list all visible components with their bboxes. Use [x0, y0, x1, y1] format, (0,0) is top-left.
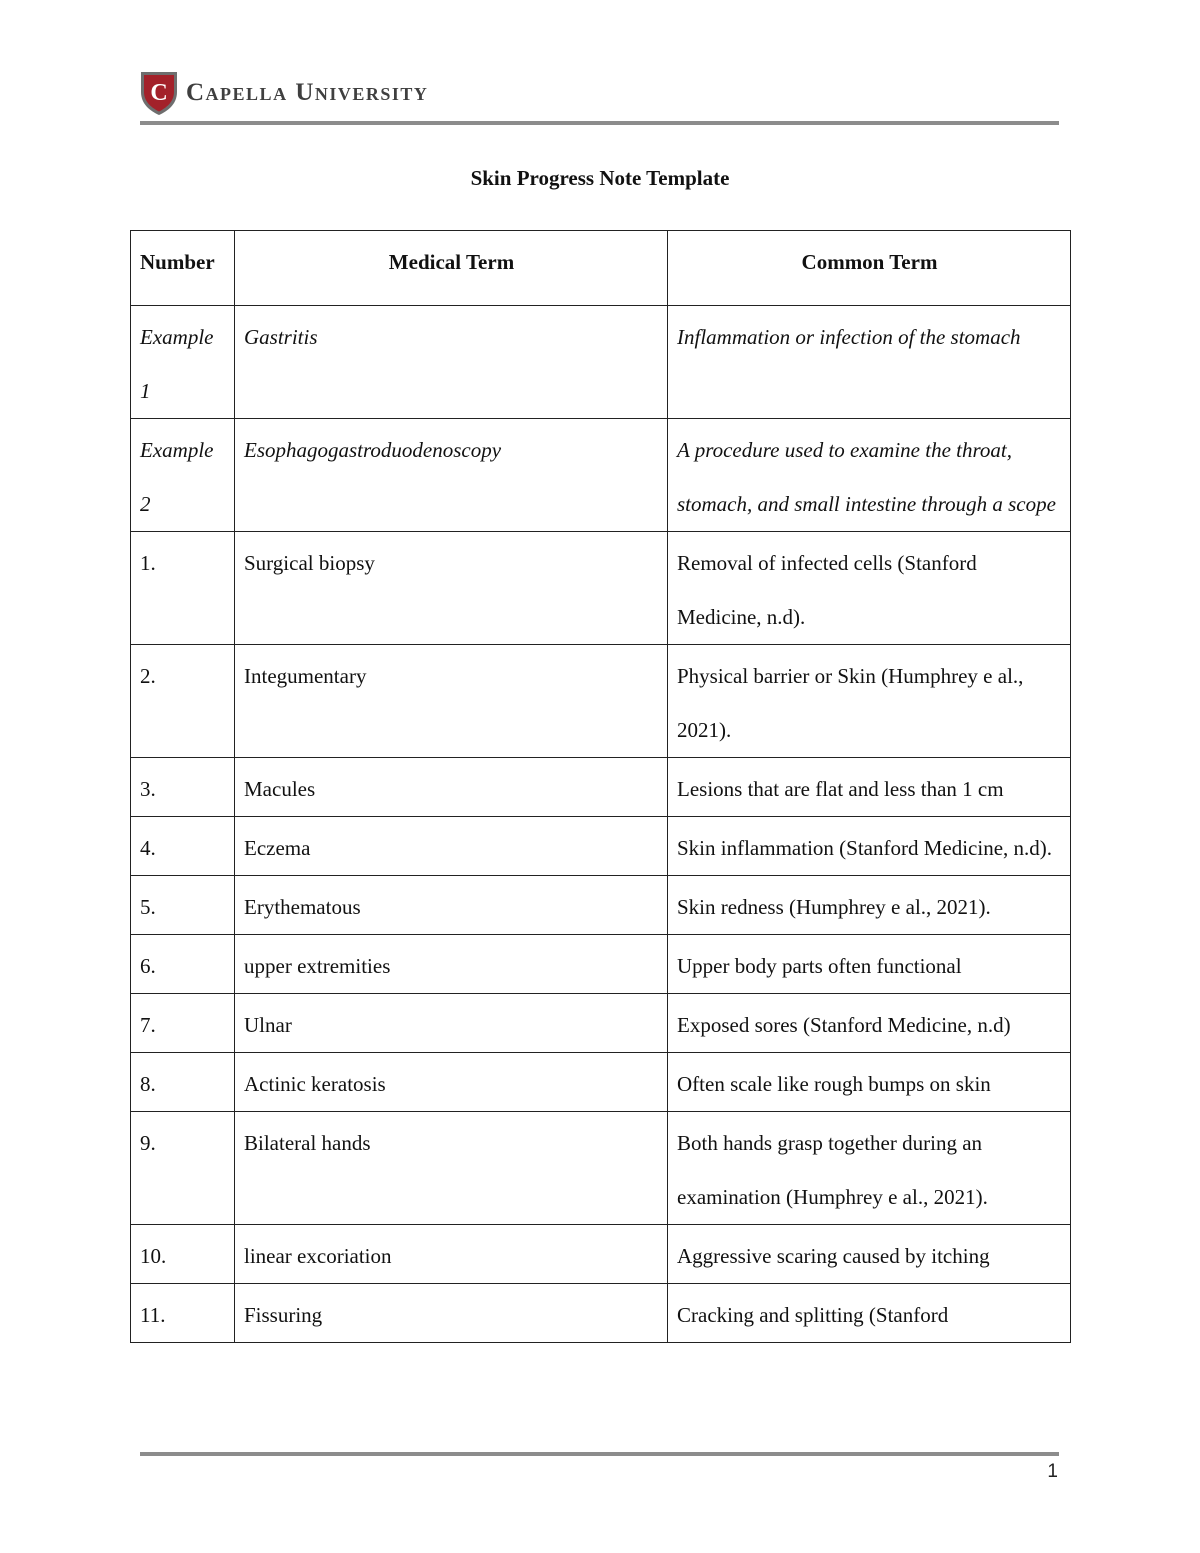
- table-row: [131, 532, 1071, 645]
- cell-medical-term: Ulnar: [235, 994, 668, 1053]
- cell-number: 9.: [131, 1112, 235, 1225]
- cell-common-term: Skin inflammation (Stanford Medicine, n.d).: [668, 817, 1071, 876]
- cell-common-term: Aggressive scaring caused by itching: [668, 1225, 1071, 1284]
- table-row: [131, 1225, 1071, 1284]
- cell-common-term: Lesions that are flat and less than 1 cm: [668, 758, 1071, 817]
- cell-common-term: Removal of infected cells (Stanford Medicine, n.d).: [668, 532, 1071, 645]
- cell-number: 10.: [131, 1225, 235, 1284]
- cell-common-term: Upper body parts often functional: [668, 935, 1071, 994]
- cell-number: 5.: [131, 876, 235, 935]
- cell-number: Example 2: [131, 419, 235, 532]
- cell-medical-term: Esophagogastroduodenoscopy: [235, 419, 668, 532]
- cell-medical-term: Macules: [235, 758, 668, 817]
- table-row: [131, 876, 1071, 935]
- footer-divider: [140, 1452, 1059, 1456]
- page-title: Skin Progress Note Template: [470, 166, 730, 190]
- capella-shield-icon: [140, 70, 178, 116]
- cell-common-term: Both hands grasp together during an examination (Humphrey e al., 2021).: [668, 1112, 1071, 1225]
- page-number: 1: [1047, 1461, 1058, 1482]
- table-row: [131, 419, 1071, 532]
- cell-common-term: Exposed sores (Stanford Medicine, n.d): [668, 994, 1071, 1053]
- cell-number: 3.: [131, 758, 235, 817]
- svg-text:C: C: [150, 80, 168, 106]
- cell-medical-term: Integumentary: [235, 645, 668, 758]
- cell-common-term: Cracking and splitting (Stanford: [668, 1284, 1071, 1343]
- cell-number: 6.: [131, 935, 235, 994]
- cell-medical-term: upper extremities: [235, 935, 668, 994]
- table-row: [131, 817, 1071, 876]
- table-row: [131, 758, 1071, 817]
- cell-number: 7.: [131, 994, 235, 1053]
- cell-number: 8.: [131, 1053, 235, 1112]
- column-header-medical-term: Medical Term: [235, 231, 668, 306]
- cell-medical-term: Surgical biopsy: [235, 532, 668, 645]
- cell-number: Example 1: [131, 306, 235, 419]
- cell-medical-term: Eczema: [235, 817, 668, 876]
- table-row: [131, 1053, 1071, 1112]
- cell-number: 11.: [131, 1284, 235, 1343]
- cell-common-term: Skin redness (Humphrey e al., 2021).: [668, 876, 1071, 935]
- document-header: [140, 70, 1060, 122]
- cell-common-term: Often scale like rough bumps on skin: [668, 1053, 1071, 1112]
- cell-medical-term: Bilateral hands: [235, 1112, 668, 1225]
- logo: [140, 70, 428, 116]
- table-header-row: [131, 231, 1071, 306]
- cell-medical-term: Fissuring: [235, 1284, 668, 1343]
- cell-medical-term: linear excoriation: [235, 1225, 668, 1284]
- table-row: [131, 645, 1071, 758]
- cell-common-term: Physical barrier or Skin (Humphrey e al., 2021).: [668, 645, 1071, 758]
- cell-number: 4.: [131, 817, 235, 876]
- header-divider: [140, 121, 1059, 125]
- column-header-common-term: Common Term: [668, 231, 1071, 306]
- cell-medical-term: Gastritis: [235, 306, 668, 419]
- cell-medical-term: Actinic keratosis: [235, 1053, 668, 1112]
- cell-medical-term: Erythematous: [235, 876, 668, 935]
- table-row: [131, 935, 1071, 994]
- cell-common-term: A procedure used to examine the throat, stomach, and small intestine through a scope: [668, 419, 1071, 532]
- cell-number: 2.: [131, 645, 235, 758]
- column-header-number: Number: [131, 231, 235, 306]
- table-row: [131, 1284, 1071, 1343]
- cell-number: 1.: [131, 532, 235, 645]
- cell-common-term: Inflammation or infection of the stomach: [668, 306, 1071, 419]
- table-row: [131, 306, 1071, 419]
- brand-name: Capella University: [186, 79, 429, 106]
- table-row: [131, 1112, 1071, 1225]
- table-row: [131, 994, 1071, 1053]
- terms-table: [130, 230, 1071, 1343]
